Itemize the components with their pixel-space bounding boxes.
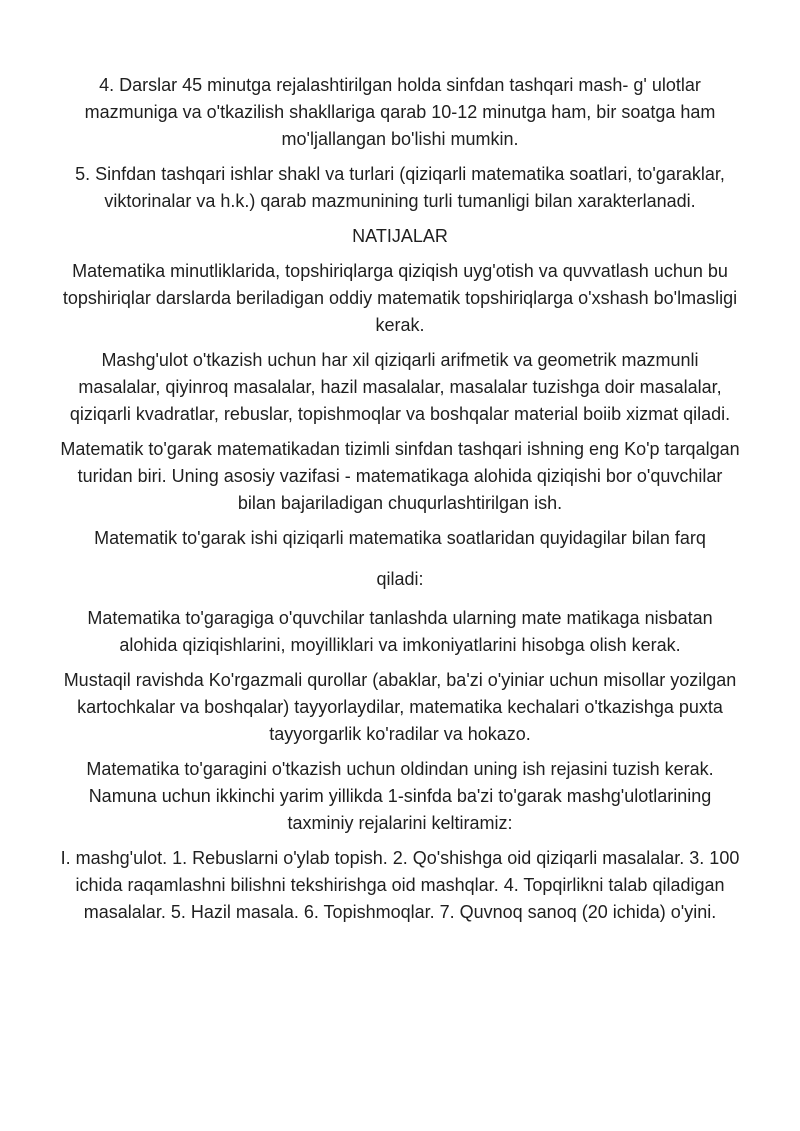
document-page (60, 72, 740, 934)
paragraph-farq-line1: Matematik to'garak ishi qiziqarli matematika soatlaridan quyidagilar bilan farq (94, 528, 706, 548)
paragraph-minutliklar: Matematika minutliklarida, topshiriqlarga qiziqish uyg'otish va quvvatlash uchun bu topshiriqlar darslarda beriladigan oddiy matematik topshiriqlarga o'xshash bo'lmasligi kerak. (62, 261, 738, 335)
paragraph-korgazmali-qurollar: Mustaqil ravishda Ko'rgazmali qurollar (abaklar, ba'zi o'yiniar uchun misollar yozilgan kartochkalar va boshqalar) tayyorlaydilar, matematika kechalari o'tkazishga puxta tayyorgarlik ko'radilar va hokazo. (63, 670, 737, 744)
paragraph-item-4: 4. Darslar 45 minutga rejalashtirilgan holda sinfdan tashqari mash- g' ulotlar mazmuniga va o'tkazilish shakllariga qarab 10-12 minutga ham, bir soatga ham mo'ljallangan bo'lishi mumkin. (84, 75, 716, 149)
paragraph-mashgulot-plan: I. mashg'ulot. 1. Rebuslarni o'ylab topish. 2. Qo'shishga oid qiziqarli masalalar. 3. 100 ichida raqamlashni bilishni tekshirishga oid mashqlar. 4. Topqirlikni talab qiladigan masalalar. 5. Hazil masala. 6. Topishmoqlar. 7. Quvnoq sanoq (20 ichida) o'yini. (60, 848, 740, 922)
paragraph-matematik-togarak: Matematik to'garak matematikadan tizimli sinfdan tashqari ishning eng Ko'p tarqalgan turidan biri. Uning asosiy vazifasi - matematikaga alohida qiziqishi bor o'quvchilar bilan bajariladigan chuqurlashtirilgan ish. (60, 439, 740, 513)
paragraph-mashgulot-materials: Mashg'ulot o'tkazish uchun har xil qiziqarli arifmetik va geometrik mazmunli masalalar, qiyinroq masalalar, hazil masalalar, masalalar tuzishga doir masalalar, qiziqarli kvadratlar, rebuslar, topishmoqlar va boshqalar material boiib xizmat qiladi. (69, 350, 731, 424)
paragraph-farq-line2: qiladi: (376, 569, 424, 589)
paragraph-oquvchilar-tanlash: Matematika to'garagiga o'quvchilar tanlashda ularning mate matikaga nisbatan alohida qiziqishlarini, moyilliklari va imkoniyatlarini hisobga olish kerak. (87, 608, 713, 655)
paragraph-ish-rejasi: Matematika to'garagini o'tkazish uchun oldindan uning ish rejasini tuzish kerak. Namuna uchun ikkinchi yarim yillikda 1-sinfda ba'zi to'garak mashg'ulotlarining taxminiy rejalarini keltiramiz: (86, 759, 714, 833)
section-heading-natijalar: NATIJALAR (352, 226, 448, 246)
paragraph-item-5: 5. Sinfdan tashqari ishlar shakl va turlari (qiziqarli matematika soatlari, to'garaklar, viktorinalar va h.k.) qarab mazmunining turli tumanligi bilan xarakterlanadi. (75, 164, 725, 211)
